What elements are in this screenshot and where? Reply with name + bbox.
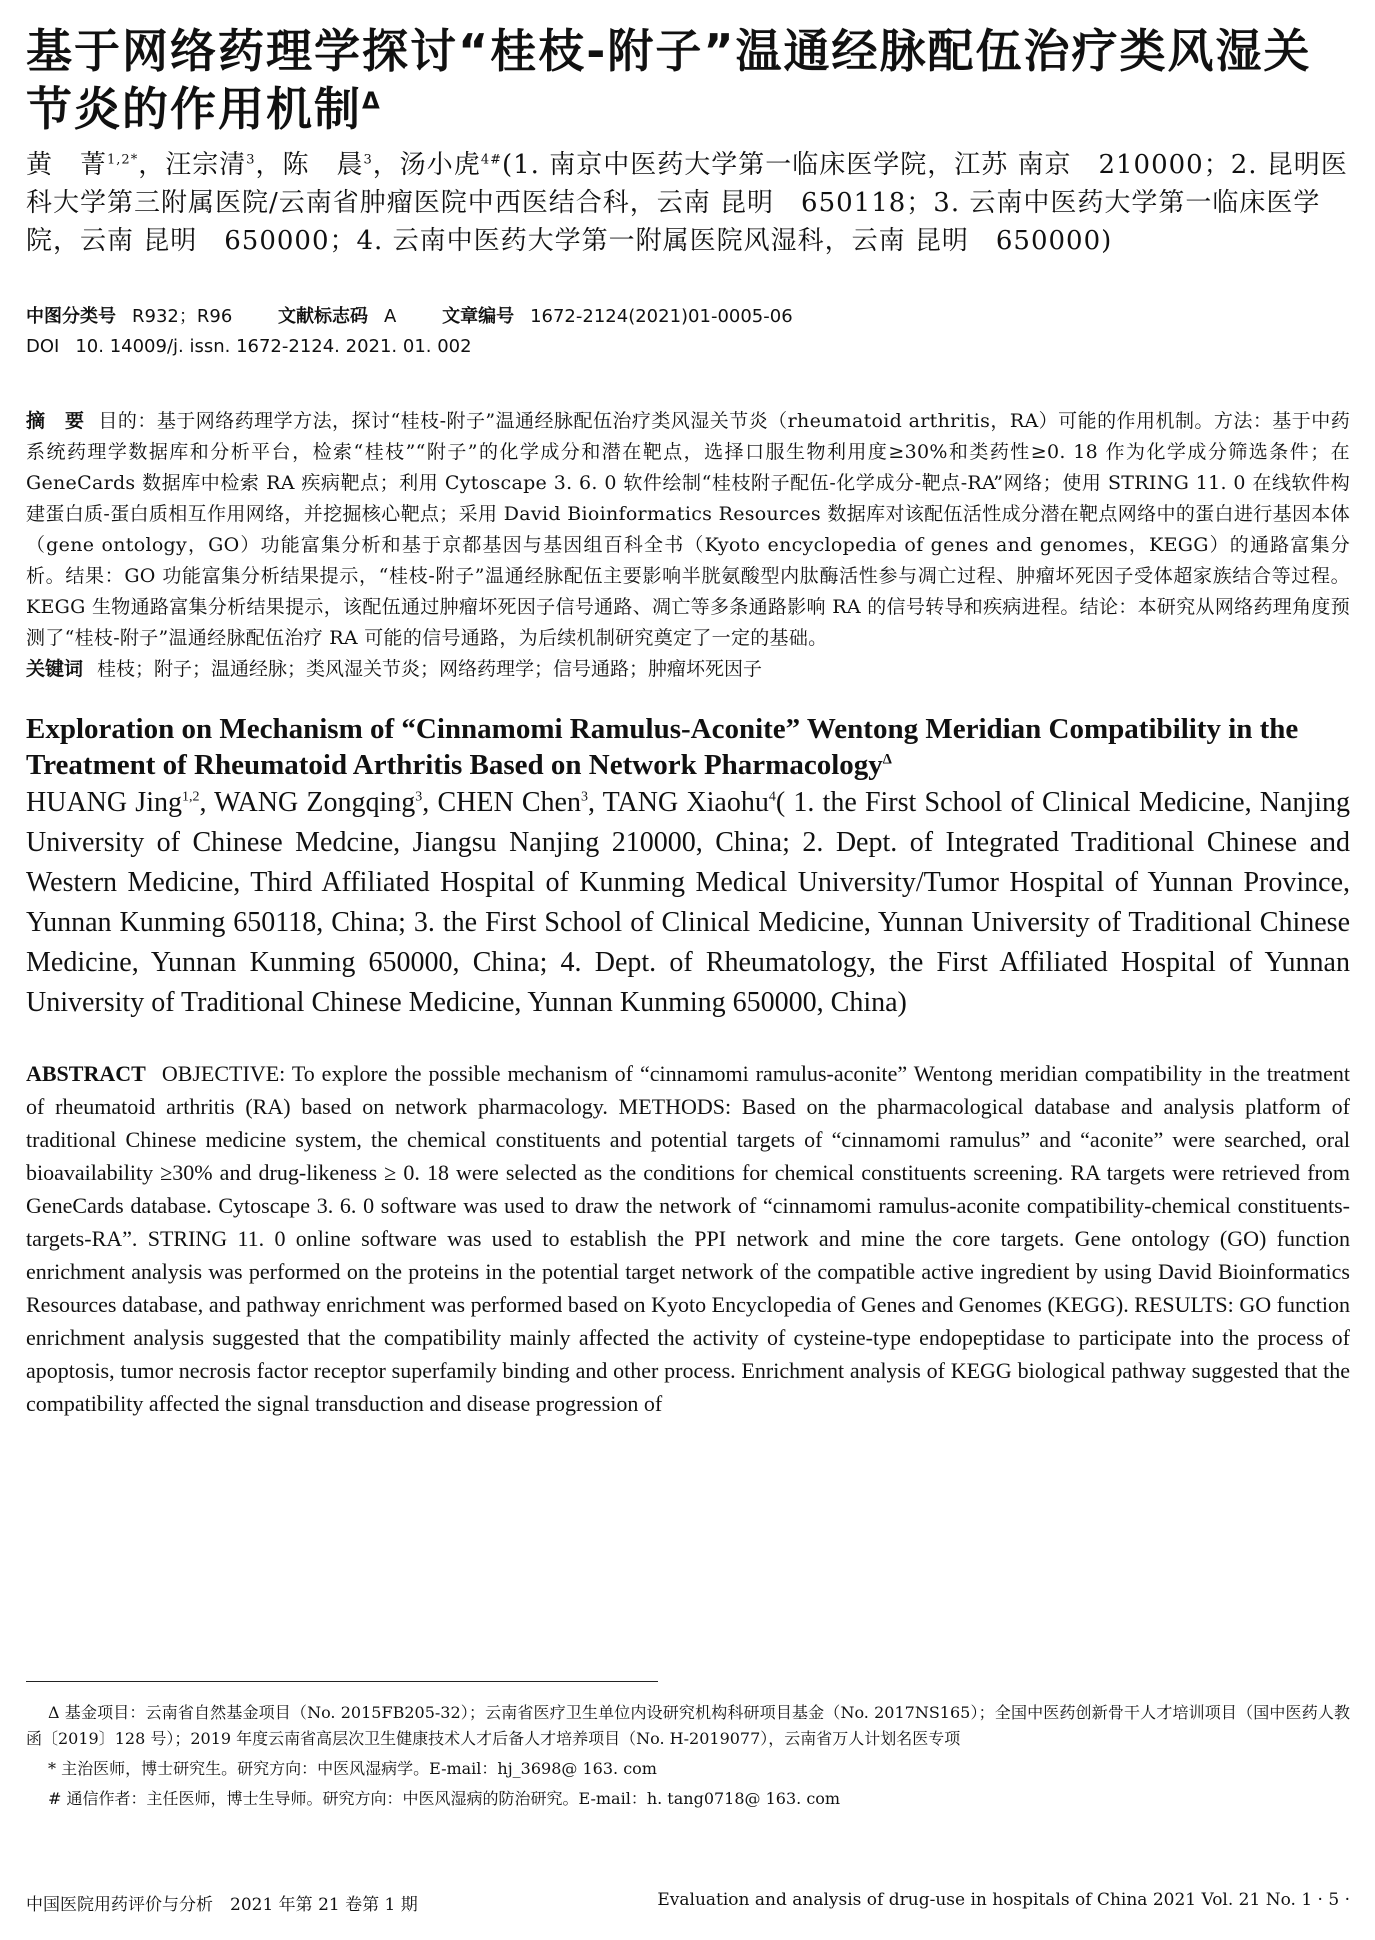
footnote-fund: Δ 基金项目：云南省自然基金项目（No. 2015FB205-32）；云南省医疗卫生单位内设研究机构科研项目基金（No. 2017NS165）；全国中医药创新骨干人才培训项目（国中医药人教函〔2019〕128 号）；2019 年度云南省高层次卫生健康技术人才后备人才培养项目（No. H-2019077），云南省万人计划名医专项 <box>26 1703 1350 1748</box>
affiliations-en: ( 1. the First School of Clinical Medicine, Nanjing University of Chinese Medcine, Jiangsu Nanjing 210000, China; 2. Dept. of Integrated Traditional Chinese and Western Medicine, Third Affiliated Hospital of Kunming Medical University/Tumor Hospital of Yunnan Province, Yunnan Kunming 650118, China; 3. the First School of Clinical Medicine, Yunnan University of Traditional Chinese Medicine, Yunnan Kunming 650000, China; 4. Dept. of Rheumatology, the First Affiliated Hospital of Yunnan University of Traditional Chinese Medicine, Yunnan Kunming 650000, China) <box>26 787 1350 1018</box>
author-cn-1-sup: 1,2* <box>107 152 139 168</box>
article-page <box>26 22 1350 1420</box>
abstract-en-text: OBJECTIVE: To explore the possible mechanism of “cinnamomi ramulus-aconite” Wentong meridian compatibility in the treatment of rheumatoid arthritis (RA) based on network pharmacology. METHODS: Based on the pharmacological database and analysis platform of traditional Chinese medicine system, the chemical constituents and potential targets of “cinnamomi ramulus” and “aconite” were searched, oral bioavailability ≥30% and drug-likeness ≥ 0. 18 were selected as the conditions for chemical constituents screening. RA targets were retrieved from GeneCards database. Cytoscape 3. 6. 0 software was used to draw the network of “cinnamomi ramulus-aconite compatibility-chemical constituents-targets-RA”. STRING 11. 0 online software was used to establish the PPI network and mine the core targets. Gene ontology (GO) function enrichment analysis was performed on the proteins in the potential target network of the compatible active ingredient by using David Bioinformatics Resources database, and pathway enrichment was performed based on Kyoto Encyclopedia of Genes and Genomes (KEGG). RESULTS: GO function enrichment analysis suggested that the compatibility mainly affected the activity of cysteine-type endopeptidase to participate into the process of apoptosis, tumor necrosis factor receptor superfamily binding and other process. Enrichment analysis of KEGG biological pathway suggested that the compatibility affected the signal transduction and disease progression of <box>26 1061 1350 1416</box>
footnote-corresponding-author: # 通信作者：主任医师，博士生导师。研究方向：中医风湿病的防治研究。E-mail：h. tang0718@ 163. com <box>48 1789 841 1808</box>
article-meta <box>26 302 1350 362</box>
title-en <box>26 711 1350 783</box>
footer-journal-en: Evaluation and analysis of drug-use in hospitals of China 2021 Vol. 21 No. 1 · 5 · <box>657 1890 1350 1910</box>
title-cn-fund-mark: Δ <box>362 88 382 115</box>
author-cn-4-sup: 4# <box>480 152 502 168</box>
abstract-cn <box>26 406 1350 654</box>
article-number-value: 1672-2124(2021)01-0005-06 <box>530 306 793 327</box>
authors-en <box>26 783 1350 1023</box>
authors-cn <box>26 146 1350 260</box>
author-en-4-sup: 4 <box>768 789 776 805</box>
author-en-2-sup: 3 <box>415 789 423 805</box>
footer-journal-cn: 中国医院用药评价与分析 2021 年第 21 卷第 1 期 <box>26 1895 418 1915</box>
author-cn-3-sup: 3 <box>363 152 373 168</box>
doi-value: 10. 14009/j. issn. 1672-2124. 2021. 01. 002 <box>75 336 472 357</box>
author-en-3: , CHEN Chen <box>422 787 581 818</box>
title-cn <box>26 22 1350 138</box>
title-en-text: Exploration on Mechanism of “Cinnamomi Ramulus-Aconite” Wentong Meridian Compatibility in the Treatment of Rheumatoid Arthritis Based on Network Pharmacology <box>26 713 1299 781</box>
abstract-en-label: ABSTRACT <box>26 1061 146 1086</box>
author-en-1: HUANG Jing <box>26 787 182 818</box>
title-cn-text: 基于网络药理学探讨“桂枝-附子”温通经脉配伍治疗类风湿关节炎的作用机制 <box>26 24 1312 136</box>
doi-label: DOI <box>26 336 60 357</box>
keywords-cn-label: 关键词 <box>26 658 84 680</box>
clc-value: R932；R96 <box>132 306 233 327</box>
footnotes <box>26 1700 1350 1816</box>
page-footer <box>26 1890 1350 1915</box>
author-en-1-sup: 1,2 <box>181 789 200 805</box>
author-cn-1: 黄 菁 <box>26 150 108 180</box>
footnote-divider <box>26 1681 658 1682</box>
abstract-en <box>26 1057 1350 1420</box>
abstract-cn-label: 摘 要 <box>26 410 85 432</box>
keywords-cn <box>26 654 1350 685</box>
meta-row-1 <box>26 302 1350 332</box>
doc-code-value: A <box>384 306 397 327</box>
clc-label: 中图分类号 <box>26 306 116 327</box>
author-cn-3: ，陈 晨 <box>255 150 364 180</box>
author-cn-4: ，汤小虎 <box>372 150 481 180</box>
author-en-2: , WANG Zongqing <box>199 787 416 818</box>
author-cn-2-sup: 3 <box>246 152 256 168</box>
title-en-fund-mark: Δ <box>882 751 892 768</box>
affiliations-cn: (1. 南京中医药大学第一临床医学院，江苏 南京 210000；2. 昆明医科大学第三附属医院/云南省肿瘤医院中西医结合科，云南 昆明 650118；3. 云南中医药大学第一临床医学院，云南 昆明 650000；4. 云南中医药大学第一附属医院风湿科，云南 昆明 650000) <box>26 150 1348 256</box>
footnote-first-author: * 主治医师，博士研究生。研究方向：中医风湿病学。E-mail：hj_3698@ 163. com <box>48 1759 657 1778</box>
author-en-4: , TANG Xiaohu <box>587 787 769 818</box>
keywords-cn-text: 桂枝；附子；温通经脉；类风湿关节炎；网络药理学；信号通路；肿瘤坏死因子 <box>97 658 763 680</box>
doc-code-label: 文献标志码 <box>278 306 369 327</box>
article-number-label: 文章编号 <box>442 306 515 327</box>
author-en-3-sup: 3 <box>580 789 588 805</box>
meta-row-2 <box>26 332 1350 362</box>
abstract-cn-text: 目的：基于网络药理学方法，探讨“桂枝-附子”温通经脉配伍治疗类风湿关节炎（rheumatoid arthritis，RA）可能的作用机制。方法：基于中药系统药理学数据库和分析平台，检索“桂枝”“附子”的化学成分和潜在靶点，选择口服生物利用度≥30%和类药性≥0. 18 作为化学成分筛选条件；在 GeneCards 数据库中检索 RA 疾病靶点；利用 Cytoscape 3. 6. 0 软件绘制“桂枝附子配伍-化学成分-靶点-RA”网络；使用 STRING 11. 0 在线软件构建蛋白质-蛋白质相互作用网络，并挖掘核心靶点；采用 David Bioinformatics Resources 数据库对该配伍活性成分潜在靶点网络中的蛋白进行基因本体（gene ontology，GO）功能富集分析和基于京都基因与基因组百科全书（Kyoto encyclopedia of genes and genomes，KEGG）的通路富集分析。结果：GO 功能富集分析结果提示，“桂枝-附子”温通经脉配伍主要影响半胱氨酸型内肽酶活性参与凋亡过程、肿瘤坏死因子受体超家族结合等过程。KEGG 生物通路富集分析结果提示，该配伍通过肿瘤坏死因子信号通路、凋亡等多条通路影响 RA 的信号转导和疾病进程。结论：本研究从网络药理角度预测了“桂枝-附子”温通经脉配伍治疗 RA 可能的信号通路，为后续机制研究奠定了一定的基础。 <box>26 410 1351 649</box>
author-cn-2: ，汪宗清 <box>138 150 247 180</box>
